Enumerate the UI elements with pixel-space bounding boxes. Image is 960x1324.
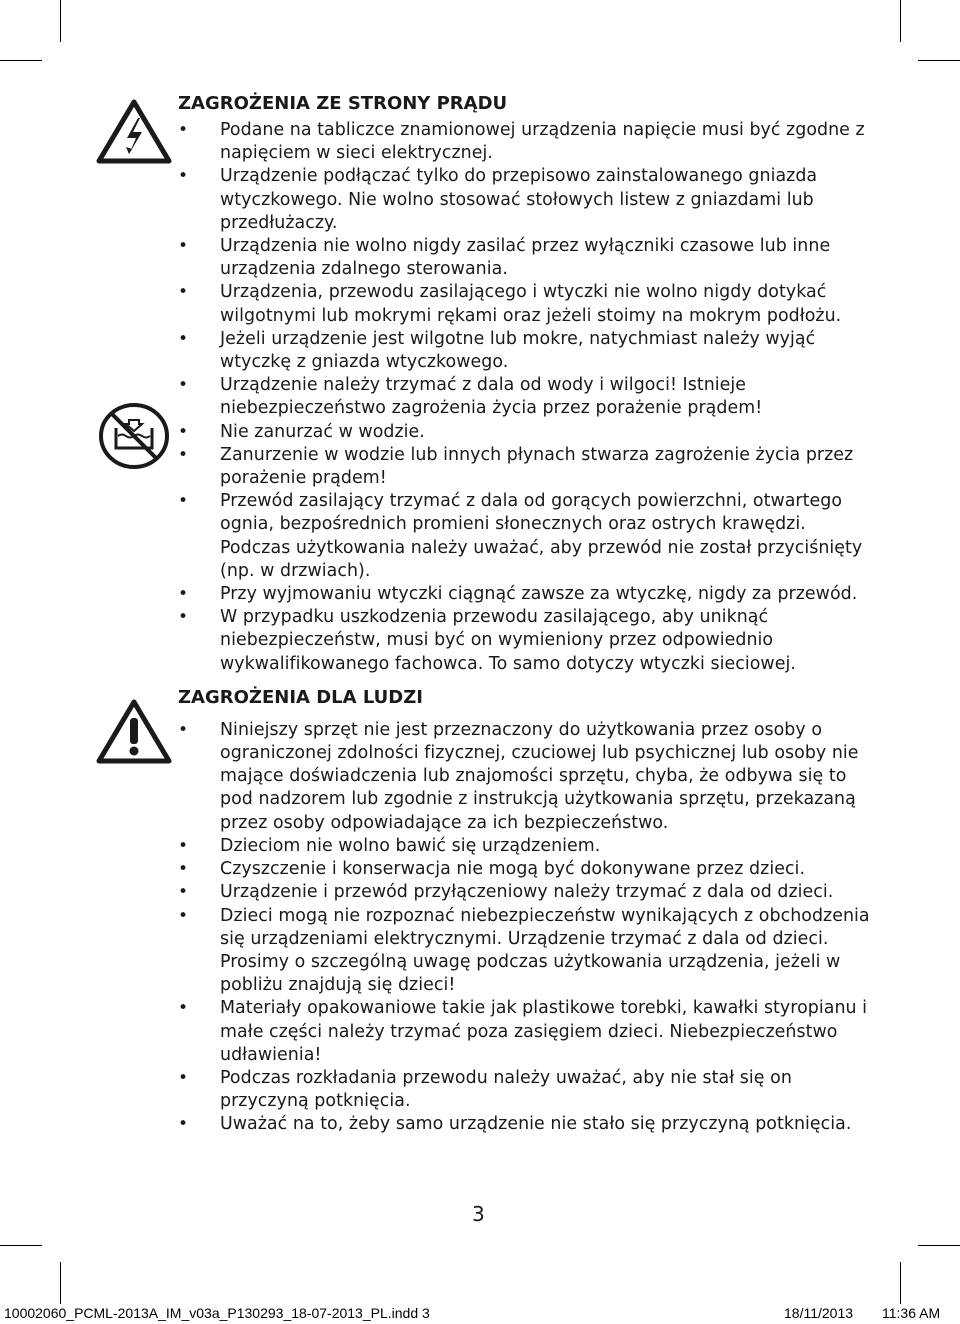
footer-date: 18/11/2013 xyxy=(784,1305,854,1321)
footer-file-name: 10002060_PCML-2013A_IM_v03a_P130293_18-07-2013_PL.indd 3 xyxy=(4,1305,430,1321)
electric-shock-warning-icon xyxy=(96,98,172,164)
list-item: • Jeżeli urządzenie jest wilgotne lub mokre, natychmiast należy wyjąć wtyczkę z gniazda wtyczkowego. xyxy=(178,328,878,374)
list-item: • Dzieciom nie wolno bawić się urządzeniem. xyxy=(178,835,878,858)
list-item: • Urządzenia, przewodu zasilającego i wtyczki nie wolno nigdy dotykać wilgotnymi lub mokrymi rękami oraz jeżeli stoimy na mokrym podłożu. xyxy=(178,281,878,327)
list-item: • Uważać na to, żeby samo urządzenie nie stało się przyczyną potknięcia. xyxy=(178,1113,878,1136)
list-item: • Urządzenie i przewód przyłączeniowy należy trzymać z dala od dzieci. xyxy=(178,881,878,904)
list-item: • Dzieci mogą nie rozpoznać niebezpieczeństw wynikających z obchodzenia się urządzeniami elektrycznymi. Urządzenie trzymać z dala od dzieci. Prosimy o szczególną uwagę podczas użytkowania urządzenia, jeżeli w pobliżu znajdują się dzieci! xyxy=(178,905,878,998)
crop-mark xyxy=(60,0,61,42)
page-number: 3 xyxy=(472,1202,485,1226)
list-item: • Podane na tabliczce znamionowej urządzenia napięcie musi być zgodne z napięciem w sieci elektrycznej. xyxy=(178,119,878,165)
electric-hazards-list xyxy=(178,119,878,676)
crop-mark xyxy=(918,1245,960,1246)
section-heading-electric: ZAGROŻENIA ZE STRONY PRĄDU xyxy=(178,93,508,114)
list-item: • Nie zanurzać w wodzie. xyxy=(178,421,878,444)
crop-mark xyxy=(900,1262,901,1304)
crop-mark xyxy=(60,1262,61,1304)
footer-time: 11:36 AM xyxy=(882,1305,941,1321)
list-item: • Czyszczenie i konserwacja nie mogą być dokonywane przez dzieci. xyxy=(178,858,878,881)
do-not-immerse-icon xyxy=(98,402,170,470)
crop-mark xyxy=(918,60,960,61)
section-heading-people: ZAGROŻENIA DLA LUDZI xyxy=(178,686,423,708)
list-item: • Zanurzenie w wodzie lub innych płynach stwarza zagrożenie życia przez porażenie prądem! xyxy=(178,444,878,490)
list-item: • Przewód zasilający trzymać z dala od gorących powierzchni, otwartego ognia, bezpośrednich promieni słonecznych oraz ostrych krawędzi. Podczas użytkowania należy uważać, aby przewód nie został przyciśnięty (np. w drzwiach). xyxy=(178,490,878,583)
list-item: • Urządzenie należy trzymać z dala od wody i wilgoci! Istnieje niebezpieczeństwo zagrożenia życia przez porażenie prądem! xyxy=(178,374,878,420)
list-item: • Podczas rozkładania przewodu należy uważać, aby nie stał się on przyczyną potknięcia. xyxy=(178,1067,878,1113)
general-warning-icon xyxy=(96,698,172,764)
crop-mark xyxy=(0,1245,42,1246)
list-item: • Materiały opakowaniowe takie jak plastikowe torebki, kawałki styropianu i małe części należy trzymać poza zasięgiem dzieci. Niebezpieczeństwo udławienia! xyxy=(178,997,878,1067)
people-hazards-list xyxy=(178,719,878,1137)
list-item: • Niniejszy sprzęt nie jest przeznaczony do użytkowania przez osoby o ograniczonej zdolności fizycznej, czuciowej lub psychicznej lub osoby nie mające doświadczenia lub znajomości sprzętu, chyba, że odbywa się to pod nadzorem lub zgodnie z instrukcją użytkowania sprzętu, przekazaną przez osoby odpowiadające za ich bezpieczeństwo. xyxy=(178,719,878,835)
crop-mark xyxy=(0,60,42,61)
safety-instructions xyxy=(178,92,878,1137)
crop-mark xyxy=(900,0,901,42)
list-item: • W przypadku uszkodzenia przewodu zasilającego, aby uniknąć niebezpieczeństw, musi być on wymieniony przez odpowiednio wykwalifikowanego fachowca. To samo dotyczy wtyczki sieciowej. xyxy=(178,606,878,676)
list-item: • Przy wyjmowaniu wtyczki ciągnąć zawsze za wtyczkę, nigdy za przewód. xyxy=(178,583,878,606)
list-item: • Urządzenie podłączać tylko do przepisowo zainstalowanego gniazda wtyczkowego. Nie wolno stosować stołowych listew z gniazdami lub przedłużaczy. xyxy=(178,165,878,235)
list-item: • Urządzenia nie wolno nigdy zasilać przez wyłączniki czasowe lub inne urządzenia zdalnego sterowania. xyxy=(178,235,878,281)
